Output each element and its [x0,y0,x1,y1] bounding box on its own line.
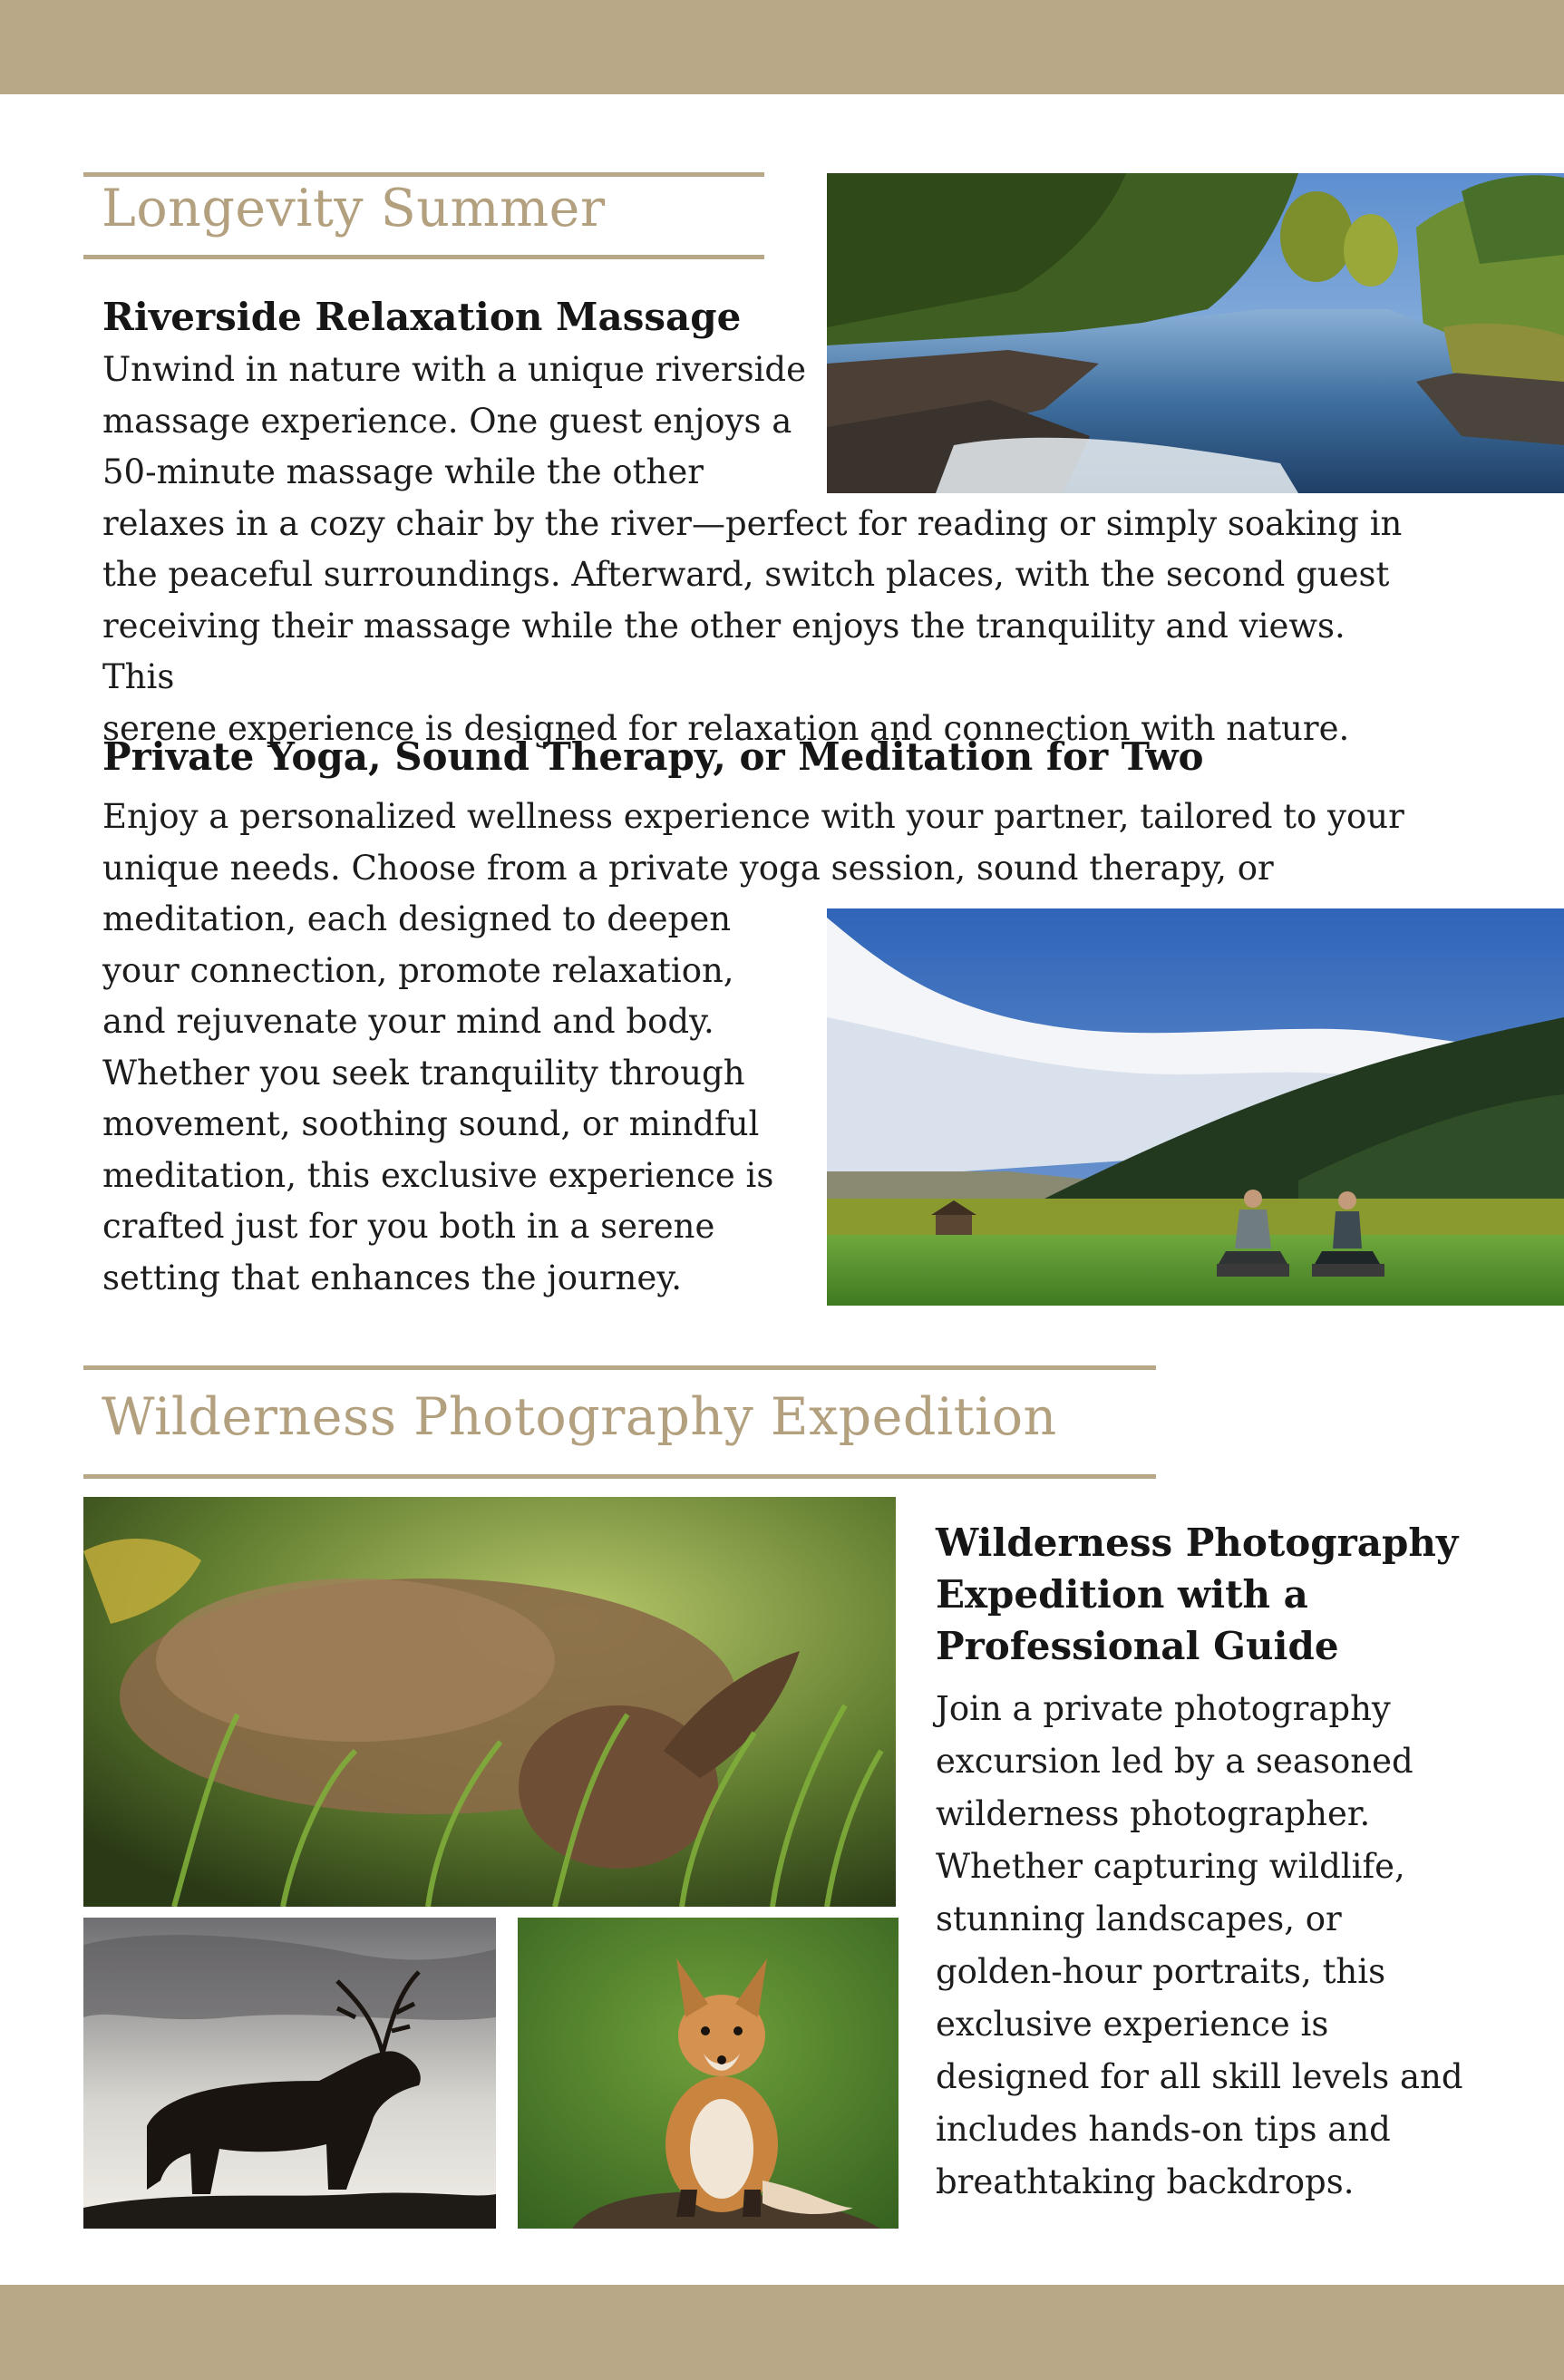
expedition-title-line: Wilderness Photography [936,1520,1459,1565]
section-title-longevity-summer: Longevity Summer [102,179,606,238]
text-line: Whether you seek tranquility through [102,1053,745,1093]
section-title-rule-top [83,172,764,177]
riverside-massage-description [102,345,1408,754]
section-title-rule-top [83,1365,1156,1370]
text-line: 50-minute massage while the other [102,452,704,491]
text-line: unique needs. Choose from a private yoga session, sound therapy, or [102,848,1274,888]
text-line: relaxes in a cozy chair by the river—perfect for reading or simply soaking in [102,503,1403,543]
text-line: and rejuvenate your mind and body. [102,1002,714,1041]
fawn-in-grass-photo [83,1497,896,1907]
text-line: your connection, promote relaxation, [102,950,734,990]
text-line: movement, soothing sound, or mindful [102,1104,760,1143]
text-line: setting that enhances the journey. [102,1258,683,1297]
text-line: massage experience. One guest enjoys a [102,401,792,441]
text-line: Whether capturing wildlife, [936,1847,1405,1886]
text-line: meditation, this exclusive experience is [102,1155,774,1195]
expedition-title-line: Expedition with a [936,1572,1308,1617]
text-line: Enjoy a personalized wellness experience with your partner, tailored to your [102,797,1404,836]
expedition-title-line: Professional Guide [936,1624,1339,1668]
text-line: golden-hour portraits, this [936,1952,1386,1991]
text-line: wilderness photographer. [936,1794,1371,1833]
riverside-massage-title: Riverside Relaxation Massage [102,295,742,339]
text-line: designed for all skill levels and [936,2057,1463,2096]
text-line: excursion led by a seasoned [936,1742,1413,1781]
section-title-rule-bottom [83,255,764,259]
text-line: stunning landscapes, or [936,1899,1342,1938]
text-line: Unwind in nature with a unique riverside [102,350,807,389]
top-band [0,0,1564,94]
section-title-wilderness: Wilderness Photography Expedition [102,1387,1057,1447]
expedition-title [936,1517,1516,1672]
text-line: meditation, each designed to deepen [102,899,732,938]
text-line: Join a private photography [936,1689,1391,1728]
section-title-rule-bottom [83,1474,1156,1479]
text-line: exclusive experience is [936,2005,1329,2044]
elk-silhouette-photo [83,1918,496,2229]
text-line: includes hands-on tips and [936,2110,1391,2149]
text-line: serene experience is designed for relaxation and connection with nature. [102,708,1350,748]
text-line: crafted just for you both in a serene [102,1207,715,1246]
yoga-title: Private Yoga, Sound Therapy, or Meditation for Two [102,734,1204,779]
bottom-band [0,2285,1564,2380]
text-line: receiving their massage while the other enjoys the tranquility and views. This [102,606,1345,696]
expedition-description [936,1683,1534,2209]
red-fox-kit-photo [518,1918,899,2229]
text-line: the peaceful surroundings. Afterward, switch places, with the second guest [102,555,1390,594]
text-line: breathtaking backdrops. [936,2162,1355,2201]
yoga-meadow-photo [827,908,1564,1306]
